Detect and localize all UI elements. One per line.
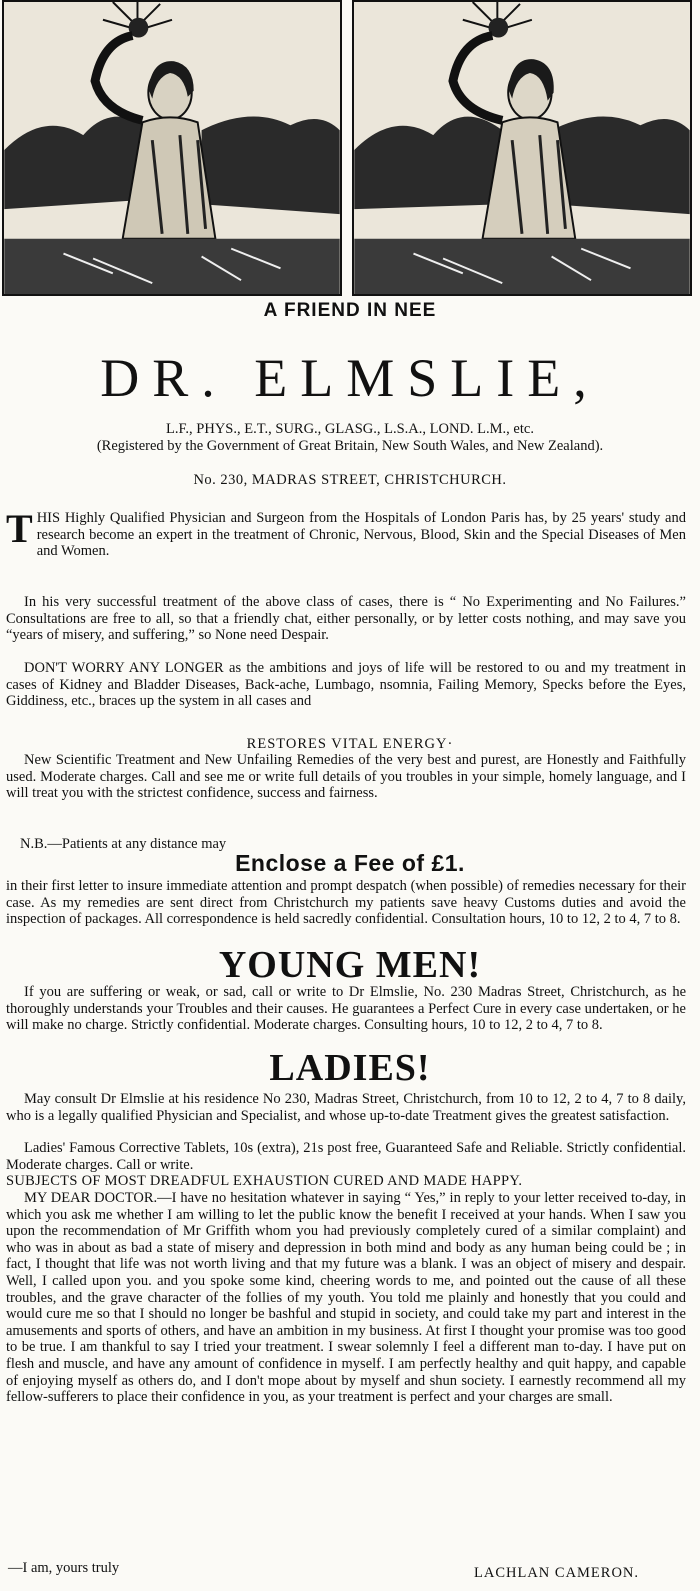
- drop-cap: T: [6, 506, 33, 551]
- young-men-heading: YOUNG MEN!: [218, 944, 482, 986]
- registration-note: (Registered by the Government of Great Britain, New South Wales, and New Zealand).: [96, 438, 604, 454]
- scientific-paragraph: New Scientific Treatment and New Unfailing Remedies of the very best and purest, are Honestly and Faithfully used. Moderate charges. Call and see me or write full details of you troubles in your simple, homely language, and I will treat you with the strictest confidence, success and fairness.: [6, 752, 686, 802]
- worry-text: as the ambitions and joys of life will be restored to ou and my treatment in cases of Kidney and Bladder Diseases, Back-ache, Lumbago, nsomnia, Failing Memory, Specks before the Eyes, Giddiness, etc., braces up the system in all cases and: [6, 660, 686, 710]
- ladies-heading: LADIES!: [269, 1047, 431, 1089]
- ladies-paragraph: May consult Dr Elmslie at his residence No 230, Madras Street, Christchurch, from 10 to 12, 2 to 4, 7 to 8 daily, who is a legally qualified Physician and Specialist, and whose up-to-date Treatment gives the greatest satisfaction.: [6, 1091, 686, 1124]
- success-paragraph: In his very successful treatment of the above class of cases, there is “ No Experimenting and No Failures.” Consultations are free to all, so that a friendly chat, either personally, or by letter costs nothing, and may save you “years of misery, and suffering,” so None need Despair.: [6, 594, 686, 644]
- woodcut-illustration-right: [352, 0, 692, 296]
- testimonial-letter: MY DEAR DOCTOR.—I have no hesitation whatever in saying “ Yes,” in reply to your letter received to-day, in which you ask me whether I am willing to let the public know the benefit I received at your hands. When I saw you upon the recommendation of Mr Griffith whom you had previously completely cured of a similar complaint) and who was in about as bad a state of misery and depression in both mind and body as any human being could be ; in fact, I thought that life was not worth living and that my future was a blank. I was an object of misery and despair. Well, I called upon you. and you spoke some kind, cheering words to me, and pointed out the cause of all these troubles, and the grave character of the follies of my youth. You told me plainly and honestly that you could and would cure me so that I should no longer be bashful and stupid in society, and could take my part and interest in the amusements and sports of others, and have an ambition in my business. At first I thought your promise was too good to be true. I am thankful to say I tried your treatment. I swear solemnly I feel a different man to-day. I have put on flesh and muscle, and have any amount of confidence in myself. I am perfectly healthy and quit happy, and capable of enjoying myself as others do, and I don't mope about by myself and shun society. I earnestly recommend all my fellow-sufferers to place their confidence in you, as your treatment is perfect and your charges are small.: [6, 1190, 686, 1406]
- nb-note: N.B.—Patients at any distance may: [20, 836, 227, 852]
- first-letter-paragraph: in their first letter to insure immediate attention and prompt despatch (when possible) of remedies necessary for their case. As my remedies are sent direct from Christchurch my patients save heavy Customs duties and avoid the inspection of packages. All correspondence is held sacredly confidential. Consultation hours, 10 to 12, 2 to 4, 7 to 8.: [6, 878, 686, 928]
- woodcut-figure-right: [354, 2, 690, 294]
- address: No. 230, MADRAS STREET, CHRISTCHURCH.: [193, 472, 507, 488]
- subjects-heading: SUBJECTS OF MOST DREADFUL EXHAUSTION CURED AND MADE HAPPY.: [6, 1173, 523, 1189]
- worry-paragraph: [6, 660, 686, 710]
- woodcut-figure-left: [4, 2, 340, 294]
- young-men-paragraph: If you are suffering or weak, or sad, call or write to Dr Elmslie, No. 230 Madras Street, Christchurch, as he thoroughly understands your Troubles and their causes. He guarantees a Perfect Cure in every case undertaken, or he will make no charge. Strictly confidential. Moderate charges. Consulting hours, 10 to 12, 2 to 4, 7 to 8.: [6, 984, 686, 1034]
- signoff: —I am, yours truly: [8, 1560, 120, 1576]
- woodcut-illustration-left: [2, 0, 342, 296]
- worry-lead: DON'T WORRY ANY LONGER: [24, 660, 224, 676]
- signature: LACHLAN CAMERON.: [474, 1565, 640, 1581]
- headline: A FRIEND IN NEE: [263, 300, 437, 321]
- fee-heading: Enclose a Fee of £1.: [235, 850, 465, 876]
- intro-text: HIS Highly Qualified Physician and Surgeon from the Hospitals of London Paris has, by 25 years' study and research become an expert in the treatment of Chronic, Nervous, Blood, Skin and the Special Diseases of Men and Women.: [36, 510, 686, 560]
- doctor-name: DR. ELMSLIE,: [100, 348, 600, 408]
- restores-heading: RESTORES VITAL ENERGY·: [246, 736, 454, 752]
- tablets-paragraph: Ladies' Famous Corrective Tablets, 10s (extra), 21s post free, Guaranteed Safe and Reliable. Strictly confidential. Moderate charges. Call or write.: [6, 1140, 686, 1173]
- intro-paragraph: [6, 506, 686, 560]
- credentials: L.F., PHYS., E.T., SURG., GLASG., L.S.A., LOND. L.M., etc.: [166, 421, 534, 437]
